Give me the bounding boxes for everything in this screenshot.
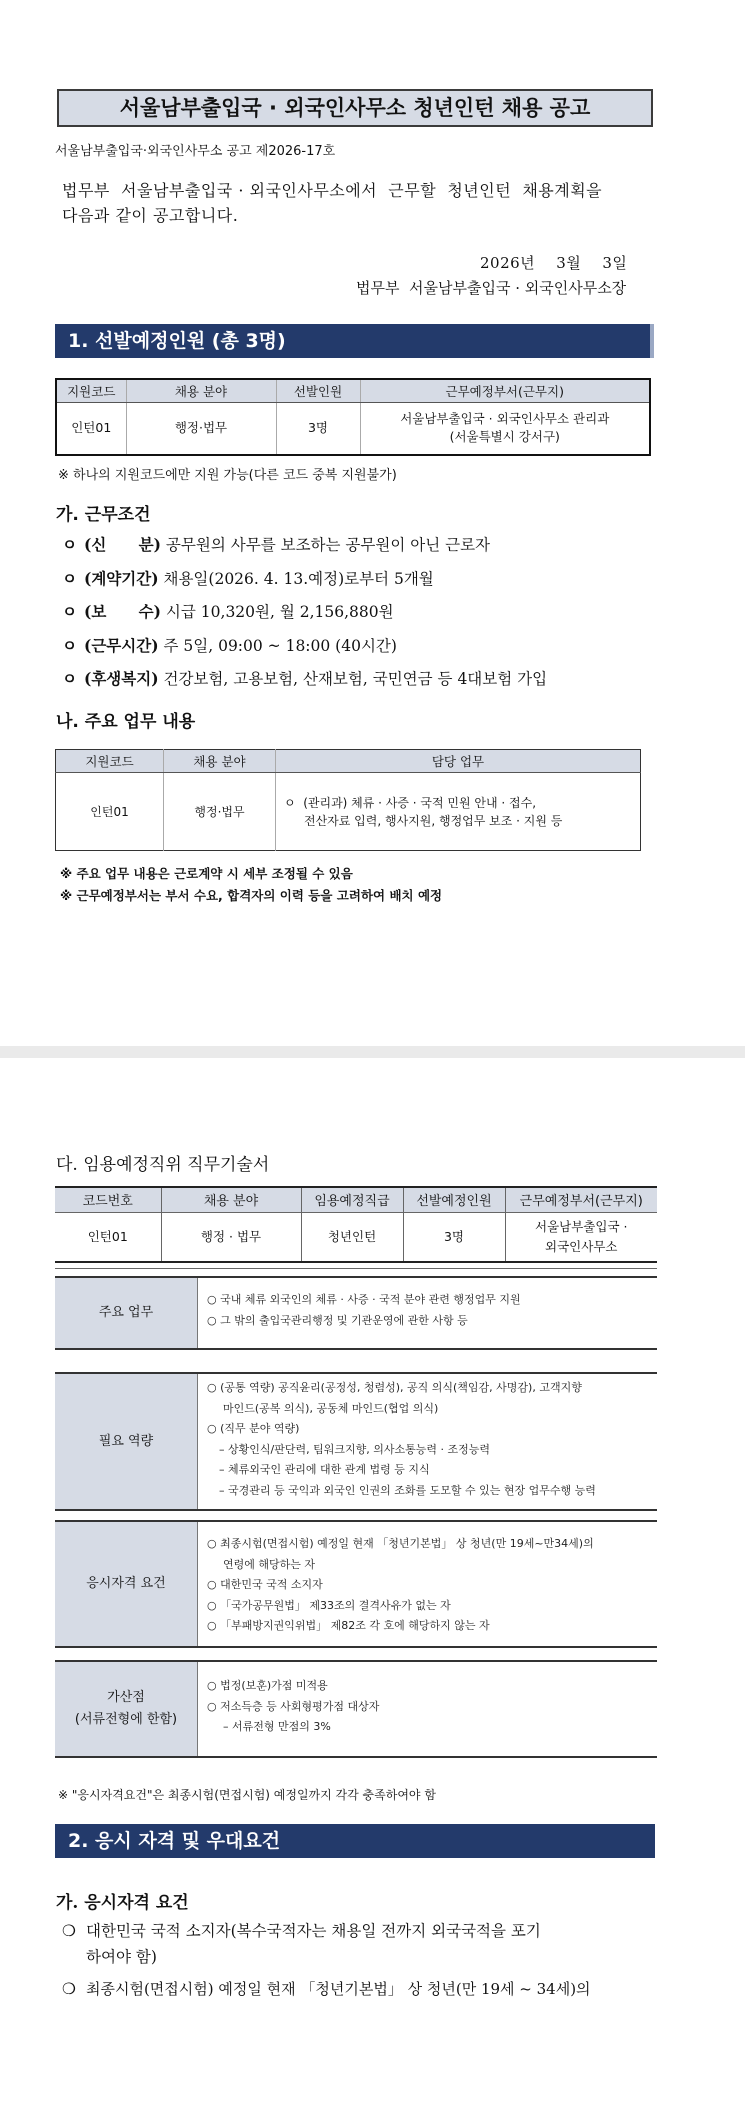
requirement-text-cont: 하여야 함) [86,1948,157,1966]
subsection-na-title: 나. 주요 업무 내용 [56,712,196,732]
table-row [55,1212,657,1262]
condition-label: (근무시간) [84,636,159,655]
table-header-row [56,750,641,773]
list-item: – 국경관리 등 국익과 외국인 인권의 조화를 도모할 수 있는 현장 업무수행 능력 [219,1483,596,1497]
eligibility-block [55,1520,657,1648]
bold-note-1: ※ 주요 업무 내용은 근로계약 시 세부 조정될 수 있음 [60,866,353,881]
condition-item [62,533,490,555]
subsection-da-title: 다. 임용예정직위 직무기술서 [56,1155,270,1175]
table-header-cell: 근무예정부서(근무지) [505,1187,657,1212]
bullet-icon: ㅇ [62,535,77,554]
table-header-cell: 채용 분야 [126,379,276,402]
list-item: ○ 국내 체류 외국인의 체류 · 사증 · 국적 분야 관련 행정업무 지원 [207,1293,521,1306]
divider [55,1268,657,1269]
hollow-circle-icon: ❍ [62,1922,76,1940]
requirement-text: 최종시험(면접시험) 예정일 현재 「청년기본법」 상 청년(만 19세 ~ 34세)의 [86,1980,591,1998]
section-1-title: 1. 선발예정인원 (총 3명) [68,330,286,352]
table-row [56,402,650,455]
position-table [55,1186,657,1263]
list-item: 연령에 해당하는 자 [223,1557,316,1571]
table-header-cell: 임용예정직급 [301,1187,403,1212]
document-page-1 [0,0,745,1046]
list-item: ○ 최종시험(면접시험) 예정일 현재 「청년기본법」 상 청년(만 19세~만34세)의 [207,1537,594,1550]
document-page-2 [0,1058,745,2117]
table-header-cell: 근무예정부서(근무지) [360,379,650,402]
competency-block [55,1372,657,1511]
condition-text: 시급 10,320원, 월 2,156,880원 [161,603,394,621]
condition-item [62,667,547,689]
eligibility-content [207,1534,655,1637]
condition-text: 건강보험, 고용보험, 산재보험, 국민연금 등 4대보험 가입 [158,670,548,688]
bonus-content [207,1676,655,1738]
condition-text: 공무원의 사무를 보조하는 공무원이 아닌 근로자 [161,536,491,554]
section-2-header [55,1824,655,1858]
hollow-circle-icon: ❍ [62,1980,76,1998]
table-header-cell: 담당 업무 [276,750,641,773]
bullet-icon: ㅇ [62,669,77,688]
list-item: ○ 저소득층 등 사회형평가점 대상자 [207,1699,380,1713]
intro-text [62,178,662,228]
bonus-block [55,1660,657,1758]
table-header-cell: 채용 분야 [161,1187,301,1212]
table-header-cell: 선발인원 [276,379,360,402]
bullet-icon: ㅇ [62,569,77,588]
table-cell: 인턴01 [56,773,164,851]
eligibility-label: 응시자격 요건 [55,1522,198,1646]
eligibility-note: ※ "응시자격요건"은 최종시험(면접시험) 예정일까지 각각 충족하여야 함 [58,1788,436,1802]
intro-line-1: 법무부 서울남부출입국 · 외국인사무소에서 근무할 청년인턴 채용계획을 [62,181,603,200]
requirement-text: 대한민국 국적 소지자(복수국적자는 채용일 전까지 외국국적을 포기 [86,1922,541,1940]
list-item: – 상황인식/판단력, 팀워크지향, 의사소통능력 · 조정능력 [219,1442,490,1456]
table-header-cell: 코드번호 [55,1187,161,1212]
condition-label: (후생복지) [84,669,159,688]
dept-line-1: 서울남부출입국 · 외국인사무소 관리과 [400,411,610,427]
duty-table [55,749,641,851]
bullet-icon: ㅇ [62,602,77,621]
bonus-label [55,1662,198,1756]
list-item: 마인드(공복 의식), 공동체 마인드(협업 의식) [223,1401,439,1415]
list-item: ○ 법정(보훈)가점 미적용 [207,1679,328,1692]
duty-line-1: ㅇ (관리과) 체류 · 사증 · 국적 민원 안내 · 접수, [284,795,537,810]
notice-title: 서울남부출입국 · 외국인사무소 청년인턴 채용 공고 [57,89,653,127]
bonus-label-line-1: 가산점 [107,1690,145,1705]
table-header-cell: 선발예정인원 [403,1187,505,1212]
list-item: ○ 대한민국 국적 소지자 [207,1578,323,1591]
dept-line-2: 외국인사무소 [545,1238,618,1254]
list-item: ○ 「국가공무원법」 제33조의 결격사유가 없는 자 [207,1598,451,1612]
dept-line-1: 서울남부출입국 · [535,1218,628,1234]
section-1-header [55,324,650,358]
list-item: ○ 「부패방지권익위법」 제82조 각 호에 해당하지 않는 자 [207,1619,490,1632]
table-cell [505,1212,657,1262]
list-item: ○ (직무 분야 역량) [207,1422,300,1435]
competency-content [207,1378,655,1501]
bold-note-2: ※ 근무예정부서는 부서 수요, 합격자의 이력 등을 고려하여 배치 예정 [60,888,443,903]
bonus-label-line-2: (서류전형에 한함) [74,1712,178,1727]
table-cell: 3명 [276,402,360,455]
condition-item [62,567,434,589]
table-header-cell: 채용 분야 [164,750,276,773]
condition-label: (신 분) [84,535,161,554]
code-note: ※ 하나의 지원코드에만 지원 가능(다른 코드 중복 지원불가) [58,468,397,483]
recruitment-table [55,378,651,456]
job-duties-label: 주요 업무 [55,1278,198,1348]
table-header-row [55,1187,657,1212]
job-duties-content [207,1290,655,1331]
dept-line-2: (서울특별시 강서구) [449,429,560,445]
requirement-item [62,1976,662,2002]
condition-label: (보 수) [84,602,161,621]
table-cell: 행정 · 법무 [161,1212,301,1262]
list-item: – 서류전형 만점의 3% [223,1720,331,1733]
section-bar-edge [650,324,654,358]
section-2-title: 2. 응시 자격 및 우대요건 [68,1830,281,1852]
condition-label: (계약기간) [84,569,159,588]
condition-text: 주 5일, 09:00 ~ 18:00 (40시간) [158,637,397,655]
job-duties-block [55,1276,657,1350]
requirement-item [62,1918,662,1970]
notice-date: 2026년 3월 3일 [480,254,628,272]
table-cell: 행정·법무 [126,402,276,455]
intro-line-2: 다음과 같이 공고합니다. [62,206,239,225]
table-cell: 인턴01 [56,402,126,455]
duty-line-2: 전산자료 입력, 행사지원, 행정업무 보조 · 지원 등 [304,813,563,828]
notice-issuer: 법무부 서울남부출입국 · 외국인사무소장 [356,279,627,297]
table-cell: 인턴01 [55,1212,161,1262]
table-cell [276,773,641,851]
condition-item [62,600,394,622]
competency-label: 필요 역량 [55,1374,198,1509]
bullet-icon: ㅇ [62,636,77,655]
condition-text: 채용일(2026. 4. 13.예정)로부터 5개월 [158,570,434,588]
subsection-ga2-title: 가. 응시자격 요건 [56,1893,189,1913]
list-item: – 체류외국인 관리에 대한 관계 법령 등 지식 [219,1463,430,1476]
table-row [56,773,641,851]
table-header-cell: 지원코드 [56,379,126,402]
table-header-cell: 지원코드 [56,750,164,773]
table-cell: 행정·법무 [164,773,276,851]
table-header-row [56,379,650,402]
condition-item [62,634,397,656]
table-cell [360,402,650,455]
table-cell: 3명 [403,1212,505,1262]
subsection-ga-title: 가. 근무조건 [56,505,151,525]
list-item: ○ 그 밖의 출입국관리행정 및 기관운영에 관한 사항 등 [207,1313,468,1327]
table-cell: 청년인턴 [301,1212,403,1262]
notice-number: 서울남부출입국·외국인사무소 공고 제2026-17호 [55,144,336,159]
list-item: ○ (공통 역량) 공직윤리(공정성, 청렴성), 공직 의식(책임감, 사명감), 고객지향 [207,1381,582,1394]
